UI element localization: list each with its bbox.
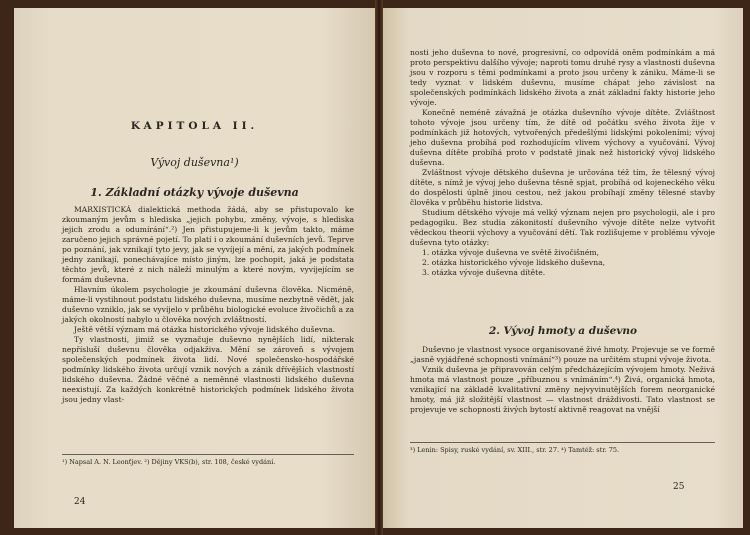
paragraph: Hlavním úkolem psychologie je zkoumání duševna člověka. Nicméně, máme-li vystihnout podstatu lidského duševna, musíme nezbytně vědět, jak duševno vzniklo, jak se vyvíjelo v průběhu biologické evoluce živočichů a za jakých okolností nabylo u člověka nových zvláštností. (62, 285, 354, 324)
paragraph: nosti jeho duševna to nové, progresivní, co odpovídá oněm podmínkám a má proto perspektivu dalšího vývoje; naproti tomu druhé rysy a vlastnosti duševna jsou v rozporu s těmi podmínkami a proto jsou určeny k zániku. Máme-li se tedy vyznat v lidském duševnu, musíme chápat jeho závislost na společenských podmínkách lidského života a znát základní fakty historie jeho vývoje. (410, 48, 715, 107)
left-page (14, 8, 375, 528)
footnote: ¹) Napsal A. N. Leonťjev. ²) Dějiny VKS(b), str. 108, české vydání. (62, 454, 354, 466)
paragraph: Duševno je vlastnost vysoce organisované živé hmoty. Projevuje se ve formě „jasně vyjádřené schopnosti vnímání“³) pouze na určitém stupni vývoje života. (410, 345, 715, 364)
chapter-title: Vývoj duševna¹) (150, 156, 239, 169)
right-body-text-2 (410, 345, 715, 415)
right-body-text (410, 48, 715, 278)
page-number: 24 (74, 497, 86, 507)
right-page (383, 8, 743, 528)
list-item: 2. otázka historického vývoje lidského duševna, (422, 258, 606, 267)
paragraph: Zvláštnost vývoje dětského duševna je určována též tím, že tělesný vývoj dítěte, s nímž je vývoj jeho duševna těsně spjat, probíhá od kojeneckého věku do dospělosti úplně jinou cestou, než jakou probíhají změny tělesné stavby člověka v průběhu historie lidstva. (410, 168, 715, 207)
left-body-text (62, 205, 354, 405)
list-item: 1. otázka vývoje duševna ve světě živočišném, (422, 248, 600, 257)
paragraph: Ještě větší význam má otázka historického vývoje lidského duševna. (74, 325, 336, 334)
chapter-heading: KAPITOLA II. (130, 120, 259, 132)
page-number: 25 (673, 482, 685, 492)
book-gutter (375, 0, 383, 535)
paragraph: Ty vlastnosti, jimiž se vyznačuje duševno nynějších lidí, nikterak nepřísluší duševnu člověka odjakživa. Mění se zároveň s vývojem společenských podmínek života lidí. Nové společensko-hospodářské podmínky lidského života určují vznik nových a zánik dřívějších vlastností lidského duševna. Žádné věčné a neměnné vlastnosti lidského duševna neexistují. Za každých konkrétně historických podmínek lidského života jsou jedny vlast- (62, 335, 354, 404)
section-title: 1. Základní otázky vývoje duševna (90, 186, 299, 199)
paragraph: Vznik duševna je připravován celým předcházejícím vývojem hmoty. Neživá hmota má vlastnost pouze „příbuznou s vnímáním“.⁴) Živá, organická hmota, vznikající na základě kvalitativní změny nejvyvinutějších forem neorganické hmoty, má již složitější vlastnost — vlastnost dráždivosti. Tato vlastnost se projevuje ve schopnosti živých bytostí aktivně reagovat na vnější (410, 365, 715, 414)
section-title: 2. Vývoj hmoty a duševno (488, 325, 638, 337)
footnote: ³) Lenin: Spisy, ruské vydání, sv. XIII., str. 27. ⁴) Tamtéž: str. 75. (410, 442, 715, 454)
paragraph: MARXISTICKÁ dialektická methoda žádá, aby se přistupovalo ke zkoumaným jevům s hlediska „jejich pohybu, změny, vývoje, s hlediska jejich zrodu a odumírání“.²) Jen přistupujeme-li k jevům takto, máme zaručeno jejich správné pojetí. To platí i o zkoumání duševních jevů. Teprve po poznání, jak vznikají tyto jevy, jak se vyvíjejí a mění, za jakých podmínek jedny zanikají, ponechávajíce místo jiným, lze pochopit, jaká je podstata těchto jevů, které z nich náleží minulým a které novým, vyvíjejícím se formám duševna. (62, 205, 354, 284)
paragraph: Konečně neméně závažná je otázka duševního vývoje dítěte. Zvláštnost tohoto vývoje jsou určeny tím, že dítě od počátku svého života žije v podmínkách již hotových, vytvořených předešlými lidskými pokoleními; vývoj jeho duševna probíhá pod rozhodujícím vlivem výchovy a vyučování. Vývoj duševna dítěte probíhá proto v podstatě jinak než historický vývoj lidského duševna. (410, 108, 715, 167)
list-item: 3. otázka vývoje duševna dítěte. (422, 268, 546, 277)
paragraph: Studium dětského vývoje má velký význam nejen pro psychologii, ale i pro pedagogiku. Bez studia zákonitostí duševního vývoje dítěte nelze vytvořit vědeckou theorii výchovy a vyučování dětí. Tak rozlišujeme v problému vývoje duševna tyto otázky: (410, 208, 715, 247)
